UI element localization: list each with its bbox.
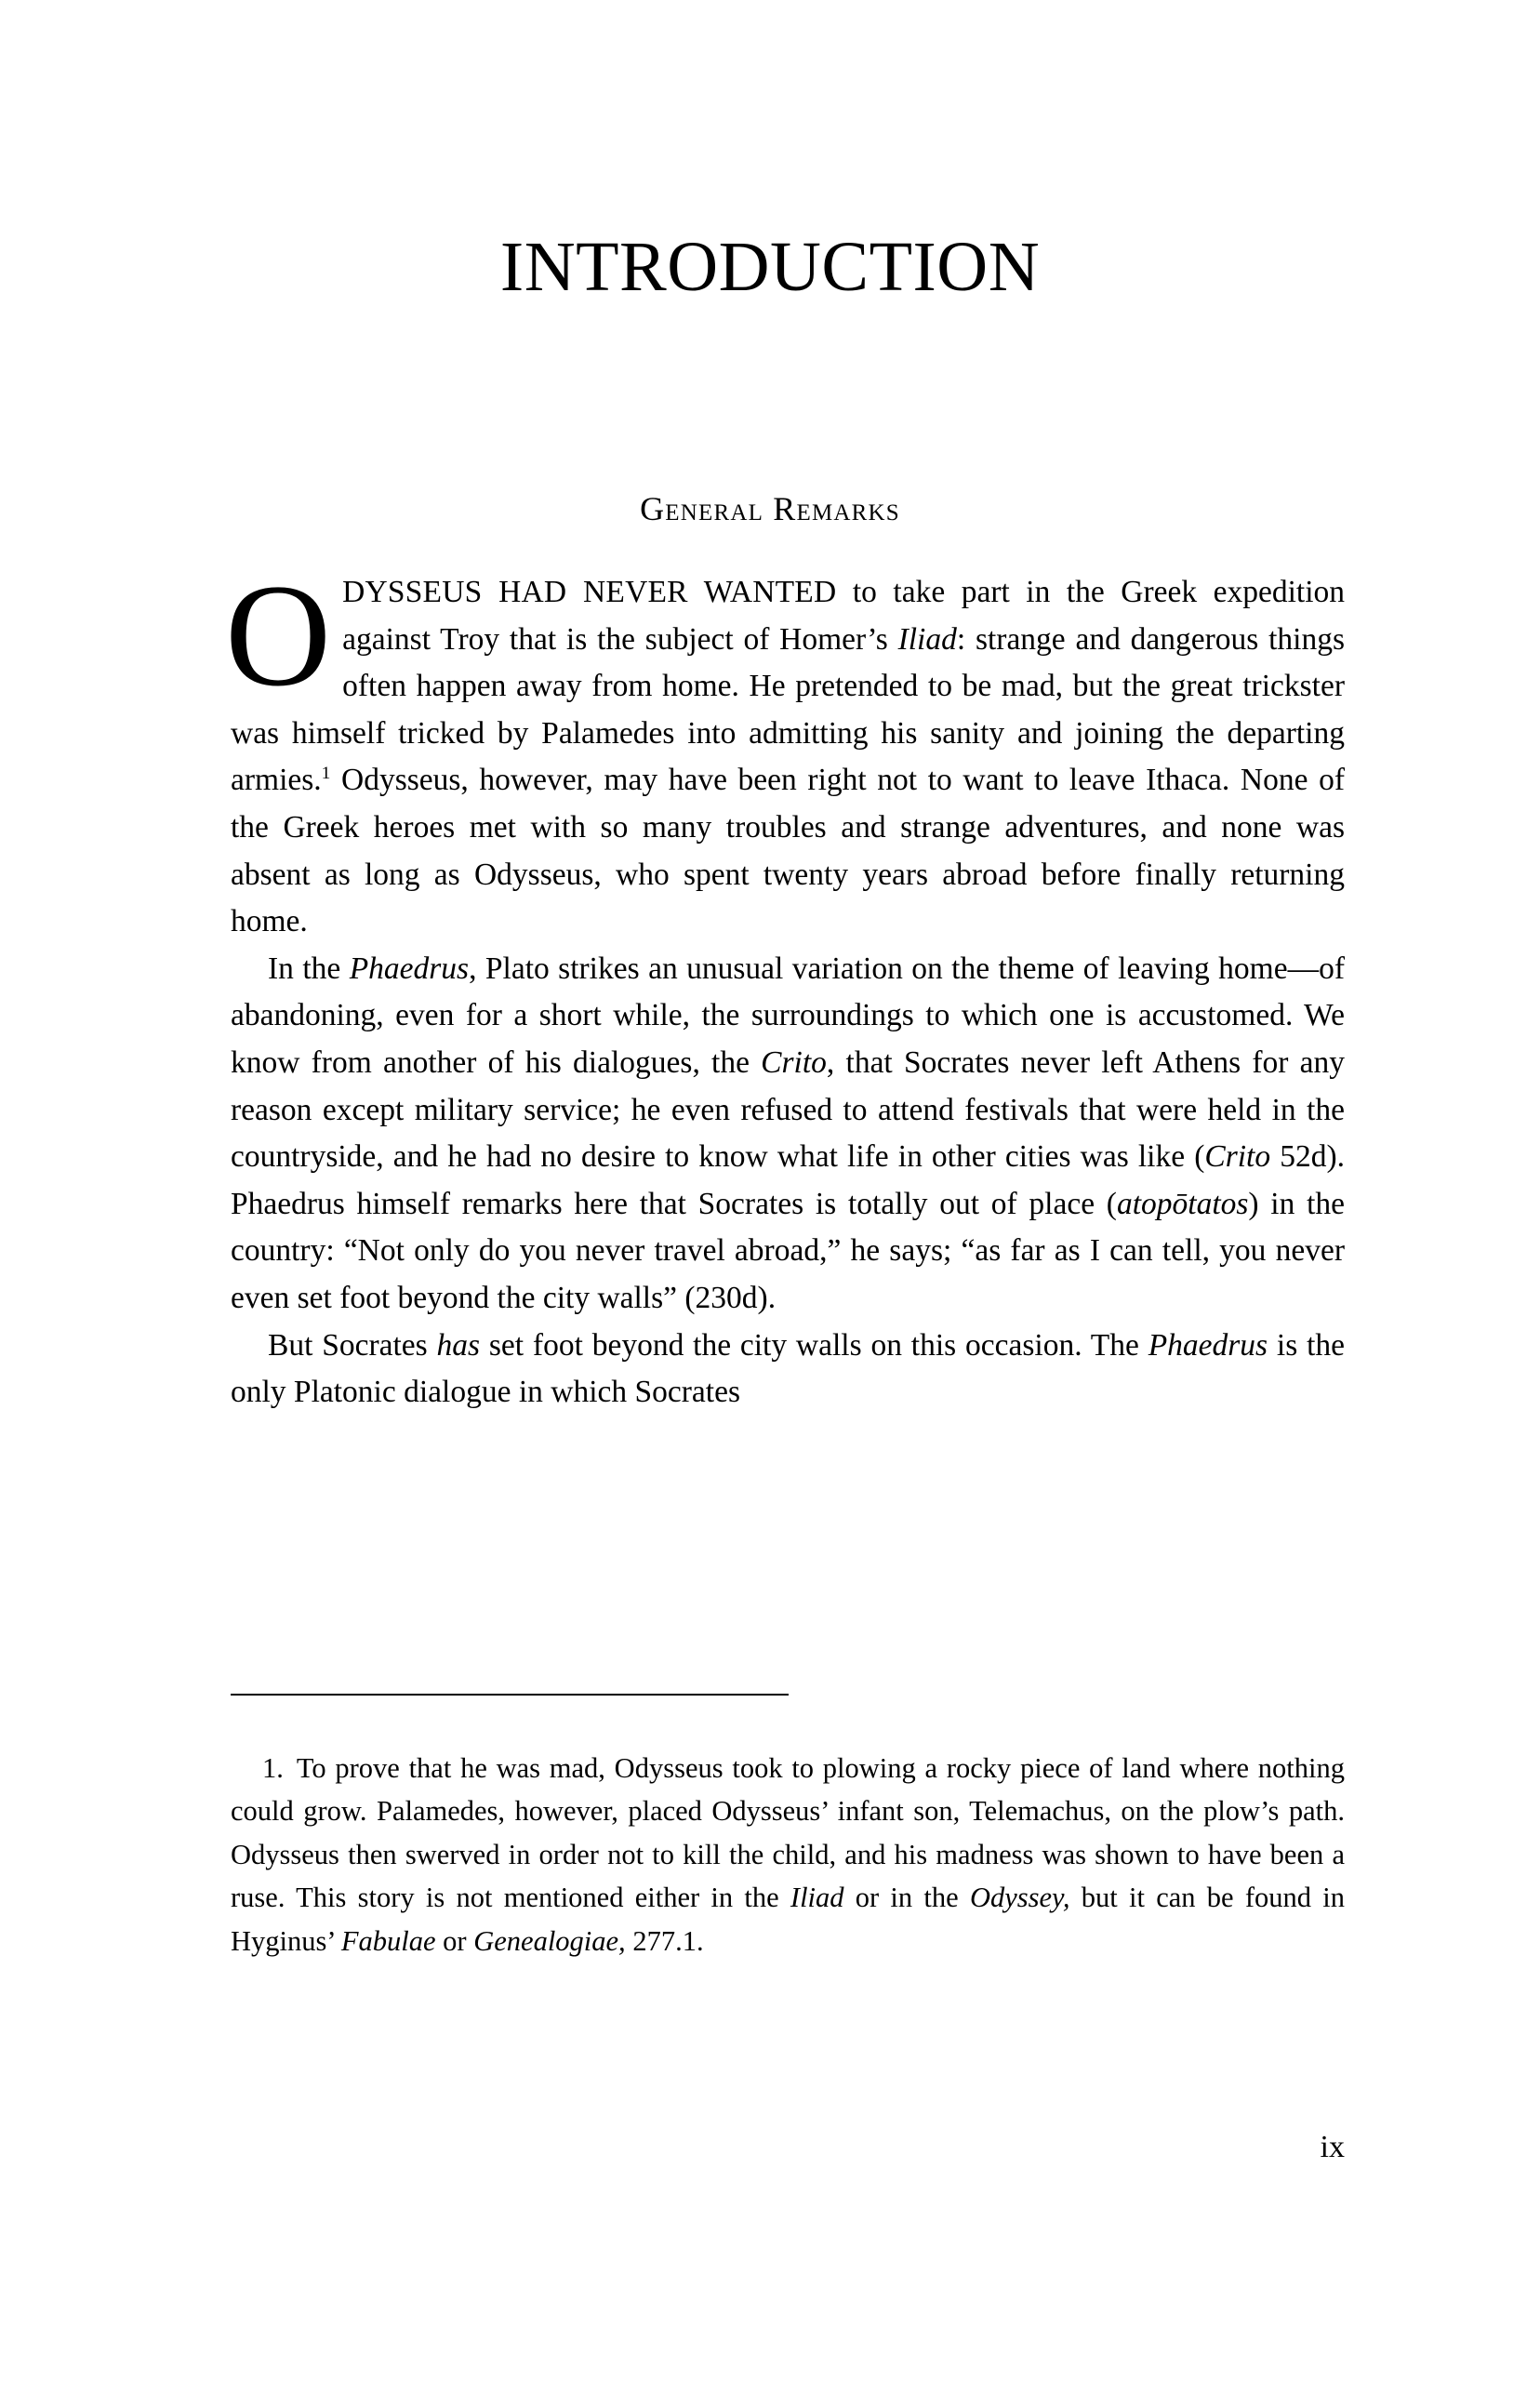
body-text-column <box>225 554 1346 1417</box>
footnote-reference-1[interactable]: 1 <box>321 764 331 784</box>
paragraph-2-text-c: , that Socrates never left Athens for any reason except military service; he even refused to attend festivals that were held in the countryside, and he had no desire to know what life in other cities was like ( <box>231 1044 1346 1175</box>
paragraph-3-text-b: set foot beyond the city walls on this occasion. The <box>480 1327 1148 1363</box>
paragraph-but-socrates <box>231 1323 1345 1417</box>
footnote-title-odyssey: Odyssey, <box>969 1882 1070 1914</box>
page-title: INTRODUCTION <box>499 227 1041 306</box>
paragraph-2-text-a: In the <box>268 951 350 986</box>
footnote-1 <box>231 1747 1345 1962</box>
section-heading: General Remarks <box>640 489 900 527</box>
paragraph-2-text-d: 52d). Phaedrus himself remarks here that Socrates is totally out of place ( <box>231 1139 1345 1221</box>
title-crito: Crito <box>761 1044 827 1080</box>
footnote-title-genealogiae: Genealogiae, <box>473 1924 626 1957</box>
paragraph-opening <box>225 554 1345 946</box>
paragraph-3-text-c: is the only Platonic dialogue in which Socrates <box>231 1327 1345 1410</box>
paragraph-1-text-a: to take part in the Greek expedition against Troy that is the subject of Homer’s <box>342 575 1345 657</box>
paragraph-1-text-b: : strange and dangerous things often happen away from home. He pretended to be mad, but the great trickster was himself tricked by Palamedes into admitting his sanity and joining the departing armies. <box>231 621 1345 798</box>
footnote-text-c: but it can be found in Hyginus’ <box>231 1882 1345 1957</box>
lead-caps-phrase: DYSSEUS HAD NEVER WANTED <box>342 575 837 609</box>
drop-cap-letter: O <box>225 554 332 717</box>
paragraph-3-text-a: But Socrates <box>268 1327 437 1363</box>
footnote-text-d: or <box>435 1924 474 1957</box>
paragraph-2-text-b: , Plato strikes an unusual variation on the theme of leaving home—of abandoning, even for a short while, the surroundings to which one is accustomed. We know from another of his dialogues, the <box>231 951 1345 1080</box>
footnote-title-iliad: Iliad <box>790 1882 844 1914</box>
paragraph-1-text-c: Odysseus, however, may have been right not to want to leave Ithaca. None of the Greek heroes met with so many troubles and strange adventures, and none was absent as long as Odysseus, who spent twenty years abroad before finally returning home. <box>231 763 1345 939</box>
footnote-title-fabulae: Fabulae <box>340 1924 436 1957</box>
footnote-text-e: 277.1. <box>625 1924 704 1957</box>
footnote-text-a: To prove that he was mad, Odysseus took to plowing a rocky piece of land where nothing could grow. Palamedes, however, placed Odysseus’ infant son, Telemachus, on the plow’s path. Odysseus then swerved in order not to kill the child, and his madness was shown to have been a ruse. This story is not mentioned either in the <box>231 1752 1345 1914</box>
paragraph-2-text-e: ) in the country: “Not only do you never travel abroad,” he says; “as far as I can tell, you never even set foot beyond the city walls” (230d). <box>231 1186 1346 1315</box>
title-phaedrus-2: Phaedrus <box>1148 1327 1268 1363</box>
emphasis-has: has <box>436 1327 481 1363</box>
footnote-number: 1. <box>262 1752 284 1784</box>
page-number: ix <box>1320 2130 1345 2164</box>
footnote-text-b: or in the <box>843 1882 970 1914</box>
title-iliad: Iliad <box>897 621 957 657</box>
paragraph-phaedrus <box>231 946 1345 1323</box>
footnote-separator-rule <box>231 1694 789 1696</box>
title-phaedrus: Phaedrus <box>349 951 470 986</box>
greek-term-atopotatos: atopōtatos <box>1116 1186 1249 1221</box>
citation-crito: Crito <box>1204 1139 1271 1175</box>
footnote-block <box>231 1747 1345 1962</box>
